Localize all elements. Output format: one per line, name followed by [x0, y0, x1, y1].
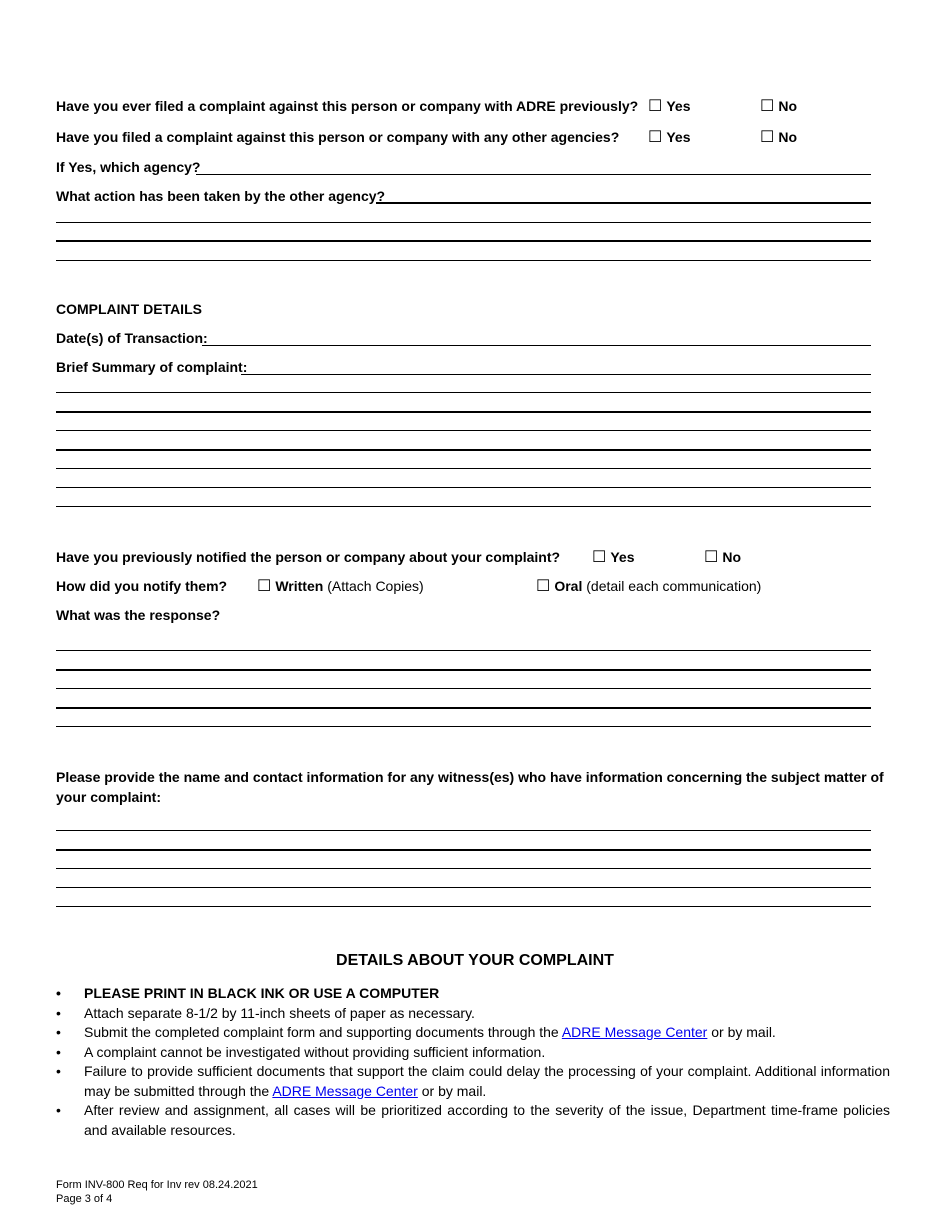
witness-line[interactable] [56, 849, 871, 851]
transaction-dates-label: Date(s) of Transaction: [56, 330, 208, 346]
list-item: • Submit the completed complaint form and supporting documents through the ADRE Message Center or by mail. [56, 1023, 890, 1043]
response-line[interactable] [56, 726, 871, 727]
other-agency-action-line[interactable] [56, 222, 871, 223]
witness-label: Please provide the name and contact information for any witness(es) who have information concerning the subject matter of your complaint: [56, 769, 884, 805]
response-label: What was the response? [56, 607, 221, 623]
witness-line[interactable] [56, 830, 871, 831]
witness-line[interactable] [56, 906, 871, 907]
notified-yes-checkbox[interactable]: ☐ Yes [592, 549, 635, 566]
checkbox-icon: ☐ [704, 549, 719, 566]
list-item: • After review and assignment, all cases will be prioritized according to the severity of the issue, Department time-frame policies and available resources. [56, 1101, 890, 1140]
other-agencies-yes-checkbox[interactable]: ☐ Yes [648, 129, 691, 146]
checkbox-icon: ☐ [592, 549, 607, 566]
summary-line[interactable] [56, 506, 871, 507]
checkbox-icon: ☐ [648, 98, 663, 115]
page-number: Page 3 of 4 [56, 1193, 113, 1205]
notified-question: Have you previously notified the person or company about your complaint? [56, 549, 561, 565]
summary-line[interactable] [56, 392, 871, 393]
how-notified-label: How did you notify them? [56, 578, 228, 594]
details-list [56, 984, 890, 1140]
oral-checkbox[interactable]: ☐ Oral (detail each communication) [536, 578, 762, 595]
which-agency-label: If Yes, which agency? [56, 159, 201, 175]
adre-previous-question: Have you ever filed a complaint against this person or company with ADRE previously? [56, 98, 639, 114]
adre-message-center-link[interactable]: ADRE Message Center [561, 1024, 708, 1040]
summary-field[interactable] [241, 374, 871, 375]
form-id: Form INV-800 Req for Inv rev 08.24.2021 [56, 1179, 258, 1191]
checkbox-icon: ☐ [536, 578, 551, 595]
other-agencies-no-checkbox[interactable]: ☐ No [760, 129, 798, 146]
other-agencies-question: Have you filed a complaint against this person or company with any other agencies? [56, 129, 620, 145]
other-agency-action-label: What action has been taken by the other agency? [56, 188, 386, 204]
summary-line[interactable] [56, 468, 871, 469]
details-title: DETAILS ABOUT YOUR COMPLAINT [336, 952, 614, 969]
response-line[interactable] [56, 688, 871, 689]
list-item: • Attach separate 8-1/2 by 11-inch sheets of paper as necessary. [56, 1004, 890, 1024]
checkbox-icon: ☐ [257, 578, 272, 595]
list-item: • A complaint cannot be investigated without providing sufficient information. [56, 1043, 890, 1063]
summary-line[interactable] [56, 411, 871, 413]
witness-line[interactable] [56, 887, 871, 888]
list-item: • PLEASE PRINT IN BLACK INK OR USE A COMPUTER [56, 984, 890, 1004]
complaint-details-heading: COMPLAINT DETAILS [56, 301, 202, 317]
which-agency-field[interactable] [196, 174, 871, 175]
response-line[interactable] [56, 707, 871, 709]
checkbox-icon: ☐ [760, 129, 775, 146]
adre-message-center-link[interactable]: ADRE Message Center [272, 1082, 418, 1099]
other-agency-action-field[interactable] [376, 202, 871, 204]
other-agency-action-line[interactable] [56, 240, 871, 242]
summary-line[interactable] [56, 449, 871, 451]
response-line[interactable] [56, 669, 871, 671]
footer [56, 1178, 258, 1206]
checkbox-icon: ☐ [760, 98, 775, 115]
list-item: • Failure to provide sufficient documents that support the claim could delay the processing of your complaint. Additional information may be submitted through the ADRE Message Center or by mail. [56, 1062, 890, 1101]
notified-no-checkbox[interactable]: ☐ No [704, 549, 742, 566]
summary-line[interactable] [56, 430, 871, 431]
witness-line[interactable] [56, 868, 871, 869]
summary-label: Brief Summary of complaint: [56, 359, 248, 375]
other-agency-action-line[interactable] [56, 260, 871, 261]
written-checkbox[interactable]: ☐ Written (Attach Copies) [257, 578, 424, 595]
summary-line[interactable] [56, 487, 871, 488]
checkbox-icon: ☐ [648, 129, 663, 146]
response-line[interactable] [56, 650, 871, 651]
transaction-dates-field[interactable] [202, 345, 871, 346]
adre-previous-no-checkbox[interactable]: ☐ No [760, 98, 798, 115]
adre-previous-yes-checkbox[interactable]: ☐ Yes [648, 98, 691, 115]
